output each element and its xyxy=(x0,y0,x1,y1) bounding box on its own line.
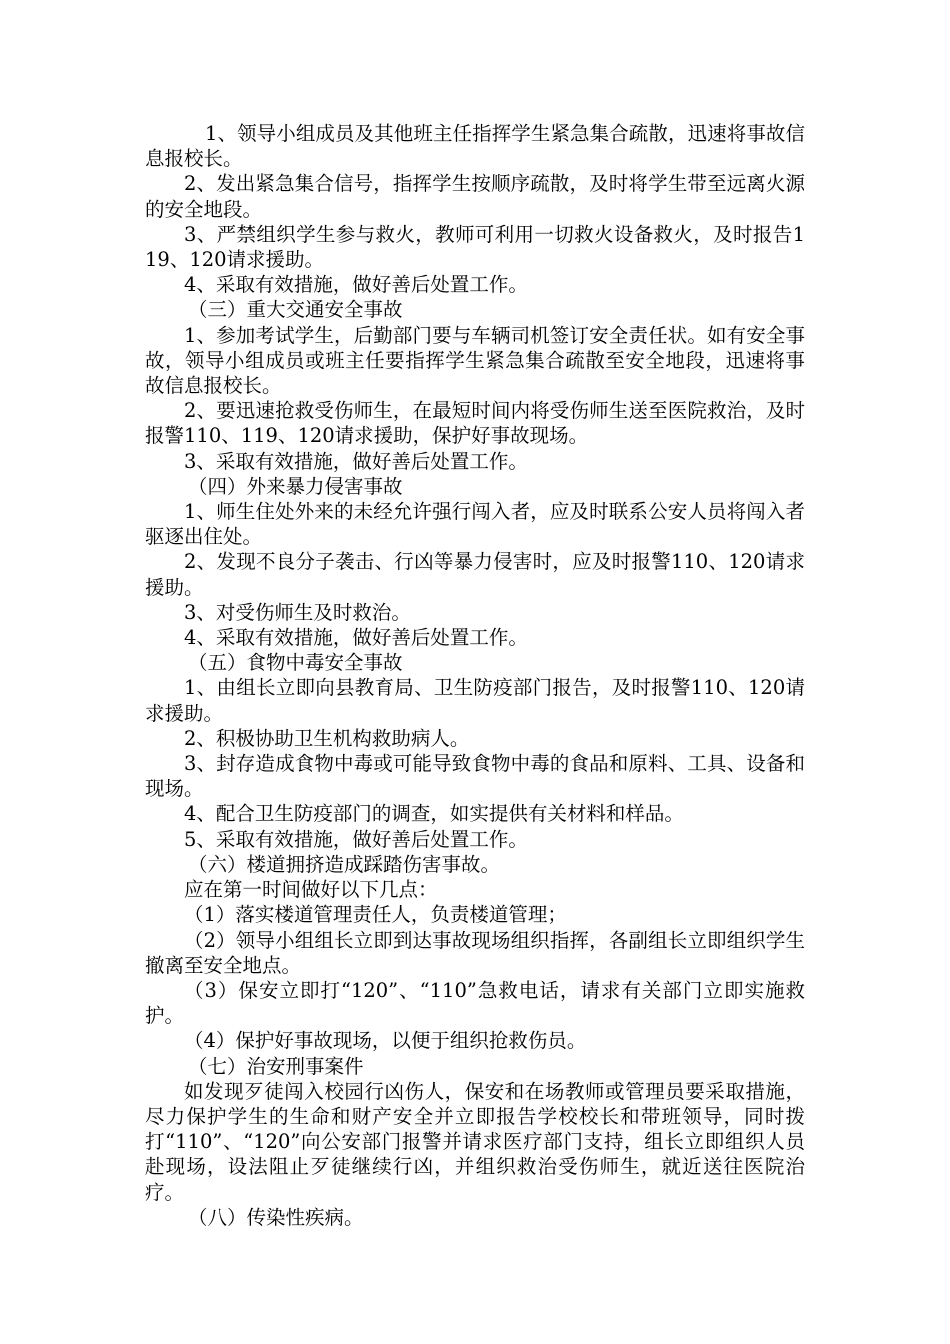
paragraph-fire-4: 4、采取有效措施，做好善后处置工作。 xyxy=(184,273,528,297)
paragraph-stampede-3: （3）保安立即打“120”、“110”急救电话，请求有关部门立即实施救护。 xyxy=(145,978,805,1028)
document-body xyxy=(145,121,805,1230)
paragraph-fire-3: 3、严禁组织学生参与救火，教师可利用一切救火设备救火，及时报告119、120请求援助。 xyxy=(145,222,805,272)
paragraph-violence-4: 4、采取有效措施，做好善后处置工作。 xyxy=(184,626,528,650)
paragraph-food-5: 5、采取有效措施，做好善后处置工作。 xyxy=(184,827,528,851)
paragraph-traffic-3: 3、采取有效措施，做好善后处置工作。 xyxy=(184,449,528,473)
paragraph-criminal-case: 如发现歹徒闯入校园行凶伤人，保安和在场教师或管理员要采取措施，尽力保护学生的生命和财产安全并立即报告学校校长和带班领导，同时拨打“110”、“120”向公安部门报警并请求医疗部门支持，组长立即组织人员赴现场，设法阻止歹徒继续行凶，并组织救治受伤师生，就近送往医院治疗。 xyxy=(145,1079,805,1204)
paragraph-violence-1: 1、师生住处外来的未经允许强行闯入者，应及时联系公安人员将闯入者驱逐出住处。 xyxy=(145,500,805,549)
section-heading-infectious-disease: （八）传染性疾病。 xyxy=(188,1205,364,1229)
paragraph-stampede-4: （4）保护好事故现场，以便于组织抢救伤员。 xyxy=(184,1029,587,1053)
paragraph-fire-1: 1、领导小组成员及其他班主任指挥学生紧急集合疏散，迅速将事故信息报校长。 xyxy=(145,122,805,171)
section-heading-criminal-case: （七）治安刑事案件 xyxy=(188,1054,364,1078)
paragraph-traffic-2: 2、要迅速抢救受伤师生，在最短时间内将受伤师生送至医院救治，及时报警110、119、120请求援助，保护好事故现场。 xyxy=(145,399,805,448)
paragraph-food-4: 4、配合卫生防疫部门的调查，如实提供有关材料和样品。 xyxy=(184,802,684,826)
section-heading-traffic: （三）重大交通安全事故 xyxy=(188,298,403,322)
paragraph-food-1: 1、由组长立即向县教育局、卫生防疫部门报告，及时报警110、120请求援助。 xyxy=(145,676,805,725)
paragraph-food-3: 3、封存造成食物中毒或可能导致食物中毒的食品和原料、工具、设备和现场。 xyxy=(145,752,805,801)
paragraph-stampede-1: （1）落实楼道管理责任人，负责楼道管理； xyxy=(184,903,567,927)
section-heading-food-poisoning: （五）食物中毒安全事故 xyxy=(188,651,403,675)
paragraph-fire-2: 2、发出紧急集合信号，指挥学生按顺序疏散，及时将学生带至远离火源的安全地段。 xyxy=(145,172,805,221)
paragraph-violence-3: 3、对受伤师生及时救治。 xyxy=(184,600,411,624)
section-heading-violence: （四）外来暴力侵害事故 xyxy=(188,474,403,498)
paragraph-stampede-2: （2）领导小组组长立即到达事故现场组织指挥，各副组长立即组织学生撤离至安全地点。 xyxy=(145,928,805,977)
paragraph-stampede-intro: 应在第一时间做好以下几点： xyxy=(184,878,438,902)
paragraph-traffic-1: 1、参加考试学生，后勤部门要与车辆司机签订安全责任状。如有安全事故，领导小组成员或班主任要指挥学生紧急集合疏散至安全地段，迅速将事故信息报校长。 xyxy=(145,323,805,398)
section-heading-stampede: （六）楼道拥挤造成踩踏伤害事故。 xyxy=(188,852,501,876)
paragraph-violence-2: 2、发现不良分子袭击、行凶等暴力侵害时，应及时报警110、120请求援助。 xyxy=(145,550,805,599)
paragraph-food-2: 2、积极协助卫生机构救助病人。 xyxy=(184,726,470,750)
